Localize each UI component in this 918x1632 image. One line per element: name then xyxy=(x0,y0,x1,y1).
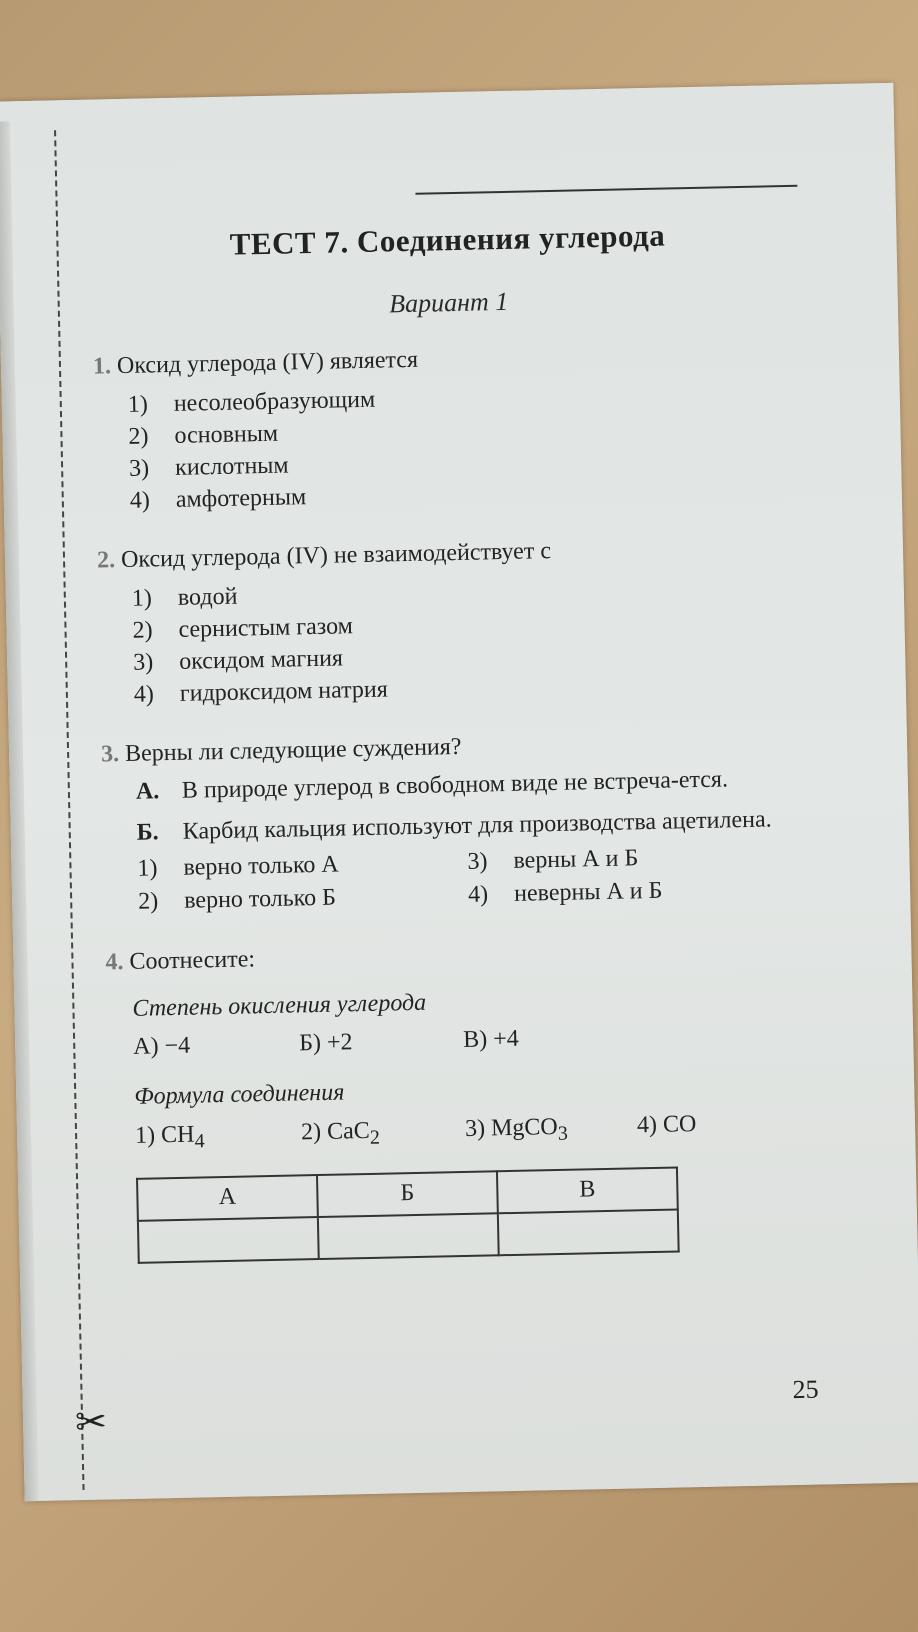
option-number: 3) xyxy=(467,848,488,875)
question-number: 2. xyxy=(96,547,116,574)
formula-number: 2) xyxy=(300,1118,322,1146)
answer-cell[interactable] xyxy=(138,1217,319,1263)
name-line xyxy=(415,185,797,195)
formula-base: CaC xyxy=(326,1117,371,1145)
option-text: верно только А xyxy=(183,851,340,881)
option-text: амфотерным xyxy=(175,484,307,513)
oxidation-heading: Степень окисления углерода xyxy=(132,989,427,1022)
answer-cell[interactable] xyxy=(498,1209,679,1255)
question-1 xyxy=(93,334,816,517)
option-text: основным xyxy=(174,420,279,449)
formula-number: 1) xyxy=(134,1122,156,1149)
cut-line xyxy=(54,130,84,1490)
option-text: сернистым газом xyxy=(178,613,354,643)
oxidation-item: В) +4 xyxy=(462,1025,520,1053)
formula-subscript: 4 xyxy=(194,1130,205,1153)
option-text: верны А и Б xyxy=(513,845,639,874)
oxidation-item: А) −4 xyxy=(132,1032,191,1060)
formula-heading: Формула соединения xyxy=(134,1079,345,1110)
formula-base: CO xyxy=(662,1111,697,1138)
option-number: 2) xyxy=(137,888,159,915)
statement-text: Карбид кальция используют для производства ацетилена. xyxy=(182,806,772,845)
question-text: Верны ли следующие суждения? xyxy=(124,733,462,767)
option-number: 2) xyxy=(132,617,153,644)
answer-table xyxy=(136,1166,680,1263)
formula-item xyxy=(301,1108,466,1160)
statement-letter: Б. xyxy=(136,819,159,846)
option-number: 1) xyxy=(131,585,153,612)
formula-base: CH xyxy=(160,1121,195,1149)
table-header-cell: В xyxy=(497,1167,678,1213)
option-number: 2) xyxy=(128,423,149,450)
option-text: неверны А и Б xyxy=(513,877,663,907)
answer-cell[interactable] xyxy=(318,1213,499,1259)
question-text: Оксид углерода (IV) является xyxy=(116,346,419,380)
question-number: 4. xyxy=(105,949,124,976)
formula-number: 4) xyxy=(636,1111,658,1139)
question-text: Соотнесите: xyxy=(129,946,256,975)
page-edge xyxy=(0,121,39,1501)
option-text: гидроксидом натрия xyxy=(179,676,389,707)
option-text: водой xyxy=(177,583,238,611)
question-head xyxy=(105,930,826,979)
statement-letter: А. xyxy=(135,778,160,805)
questions xyxy=(93,334,833,1290)
question-text: Оксид углерода (IV) не взаимодействует с xyxy=(120,538,552,574)
question-4 xyxy=(105,930,832,1264)
formula-subscript: 3 xyxy=(557,1122,569,1145)
option-text: верно только Б xyxy=(183,884,337,914)
formula-item xyxy=(135,1111,302,1163)
option-text: кислотным xyxy=(174,452,289,481)
formula-item xyxy=(637,1103,697,1153)
option-number: 4) xyxy=(467,881,489,908)
question-3 xyxy=(101,722,825,919)
variant-label: Вариант 1 xyxy=(388,286,509,319)
formula-base: MgCO xyxy=(490,1114,558,1142)
table-header-cell: Б xyxy=(317,1171,498,1217)
option-text: несолеобразующим xyxy=(173,386,376,417)
page-title: ТЕСТ 7. Соединения углерода xyxy=(229,217,666,262)
question-2 xyxy=(97,528,820,711)
question-number: 1. xyxy=(92,353,112,380)
formula-subscript: 2 xyxy=(369,1126,381,1149)
statement-text: В природе углерод в свободном виде не встреча-ется. xyxy=(181,766,729,804)
statement-a xyxy=(136,762,822,807)
workbook-page xyxy=(0,83,918,1501)
option-number: 1) xyxy=(127,391,149,418)
answer-option xyxy=(138,879,469,919)
table-header-cell: А xyxy=(137,1175,318,1221)
formula-item xyxy=(465,1104,638,1156)
option-number: 4) xyxy=(133,681,155,708)
option-number: 3) xyxy=(132,649,154,676)
scissors-icon: ✂ xyxy=(74,1399,108,1445)
answer-options xyxy=(137,838,824,918)
option-text: оксидом магния xyxy=(178,645,344,675)
question-number: 3. xyxy=(100,741,120,768)
answer-option xyxy=(468,872,799,912)
option-number: 4) xyxy=(129,487,151,514)
oxidation-item: Б) +2 xyxy=(298,1029,353,1057)
option-number: 1) xyxy=(137,855,158,882)
option-number: 3) xyxy=(128,455,150,482)
page-number: 25 xyxy=(792,1374,819,1405)
formula-number: 3) xyxy=(464,1115,486,1142)
